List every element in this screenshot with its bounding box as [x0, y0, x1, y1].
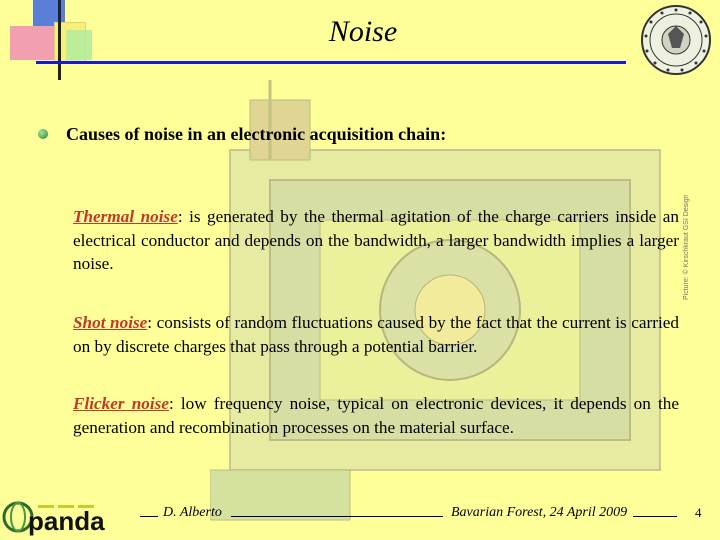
university-seal-logo — [640, 4, 712, 76]
flicker-noise-term: Flicker noise — [73, 394, 169, 413]
shot-noise-text: : consists of random fluctuations caused by the fact that the current is carried on by discrete charges that pass through a potential barrier. — [73, 313, 680, 356]
detector-background-image — [210, 80, 680, 540]
thermal-noise-paragraph — [73, 205, 679, 276]
flicker-noise-text: : low frequency noise, typical on electronic devices, it depends on the generation and recombination processes on the material surface. — [73, 394, 679, 437]
bullet-icon — [38, 129, 48, 139]
flicker-noise-paragraph — [73, 392, 679, 439]
thermal-noise-term: Thermal noise — [73, 207, 178, 226]
footer-rule — [633, 516, 677, 517]
panda-logo-text: panda — [28, 506, 105, 536]
footer-rule — [140, 516, 158, 517]
footer-author: D. Alberto — [163, 505, 222, 520]
panda-logo — [2, 497, 136, 537]
shot-noise-paragraph — [73, 311, 679, 358]
thermal-noise-text: : is generated by the thermal agitation of the charge carriers inside an electrical conductor and depends on the bandwidth, a larger bandwidth implies a larger noise. — [73, 207, 680, 273]
page-title: Noise — [328, 15, 398, 48]
bullet-heading: Causes of noise in an electronic acquisition chain: — [66, 124, 447, 144]
title-underline — [36, 61, 626, 64]
footer-rule — [231, 516, 443, 517]
image-credit: Picture: © Kirschkraut GSI Design — [683, 194, 690, 300]
shot-noise-term: Shot noise — [73, 313, 148, 332]
page-number: 4 — [695, 505, 702, 520]
footer-event: Bavarian Forest, 24 April 2009 — [451, 505, 628, 520]
